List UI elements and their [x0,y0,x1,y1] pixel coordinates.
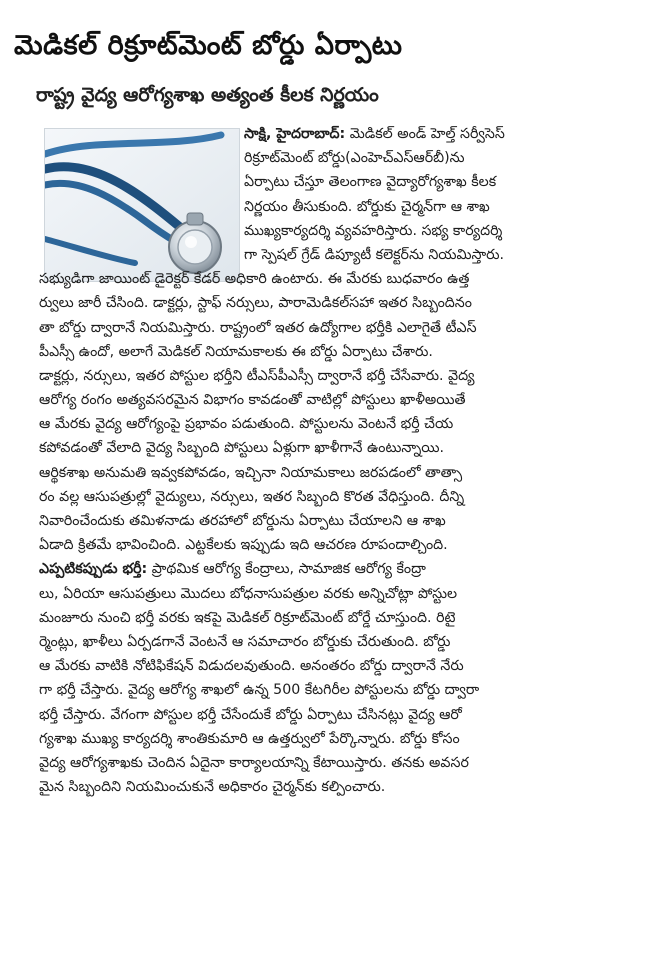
dateline: సాక్షి, హైదరాబాద్: [244,126,346,142]
article-body [39,122,651,799]
article-line: ఆ మేరకు వాటికి నోటిఫికేషన్ విడుదలవుతుంది. అనంతరం బోర్డు ద్వారానే నేరు [39,658,464,675]
article-line-text: మెడికల్ అండ్ హెల్త్ సర్వీసెస్ [349,126,505,142]
subheadline: రాష్ట్ర వైద్య ఆరోగ్యశాఖ అత్యంత కీలక నిర్ణయం [36,84,379,106]
article-line: తా బోర్డు ద్వారానే నియమిస్తారు. రాష్ట్రంలో ఇతర ఉద్యోగాల భర్తీకి ఎలాగైతే టీఎస్ [39,319,477,336]
article-line: ఆరోగ్య రంగం అత్యవసరమైన విభాగం కావడంతో వాటిల్లో పోస్టులు ఖాళీఅయితే [39,392,466,409]
article-line: డాక్టర్లు, నర్సులు, ఇతర పోస్టుల భర్తీని టీఎస్‌పీఎస్సీ ద్వారానే భర్తీ చేసేవారు. వైద్య [39,367,475,384]
article-line: ర్మెంట్లు, ఖాళీలు ఏర్పడగానే వెంటనే ఆ సమాచారం బోర్డుకు చేరుతుంది. బోర్డు [39,633,451,650]
article-line: ఆర్థికశాఖ అనుమతి ఇవ్వకపోవడం, ఇచ్చినా నియామకాలు జరపడంలో తాత్సా [39,464,463,481]
article-line: మంజూరు నుంచి భర్తీ వరకు ఇకపై మెడికల్ రిక్రూట్‌మెంట్ బోర్డే చూస్తుంది. రిటై [39,609,456,626]
top-cut-headline-fragment [0,0,657,12]
article-line: గా భర్తీ చేస్తారు. వైద్య ఆరోగ్య శాఖలో ఉన్న 500 కేటగిరీల పోస్టులను బోర్డు ద్వారా [39,682,480,699]
article-line: కపోవడంతో వేలాది వైద్య సిబ్బంది పోస్టులు ఏళ్లుగా ఖాళీగానే ఉంటున్నాయి. [39,440,445,457]
article-line [39,122,651,146]
article-line: ఏర్పాటు చేస్తూ తెలంగాణ వైద్యారోగ్యశాఖ కీలక [244,174,497,191]
article-line: ర్వులు జారీ చేసింది. డాక్టర్లు, స్టాఫ్ నర్సులు, పారామెడికల్‌సహా ఇతర సిబ్బందినం [39,295,472,312]
article-line: గ్యశాఖ ముఖ్య కార్యదర్శి శాంతికుమారి ఆ ఉత్తర్వులో పేర్కొన్నారు. బోర్డు కోసం [39,730,460,747]
article-line: నివారించేందుకు తమిళనాడు తరహాలో బోర్డును ఏర్పాటు చేయాలని ఆ శాఖ [39,513,446,529]
article-line: వైద్య ఆరోగ్యశాఖకు చెందిన ఏదైనా కార్యాలయాన్ని కేటాయిస్తారు. తనకు అవసర [39,754,469,771]
article-line: లు, ఏరియా ఆసుపత్రులు మొదలు బోధనాసుపత్రుల వరకు అన్నిచోట్లా పోస్టుల [39,585,458,602]
article-line: రం వల్ల ఆసుపత్రుల్లో వైద్యులు, నర్సులు, ఇతర సిబ్బంది కొరత వేధిస్తుంది. దీన్ని [39,488,465,505]
bottom-cut-headline-fragment [14,932,654,960]
article-line: పీఎస్సీ ఉందో, అలాగే మెడికల్ నియామకాలకు ఈ బోర్డు ఏర్పాటు చేశారు. [39,343,433,360]
article-line-text: ప్రాథమిక ఆరోగ్య కేంద్రాలు, సామాజిక ఆరోగ్య కేంద్రా [151,561,426,578]
article-line: ముఖ్యకార్యదర్శి వ్యవహరిస్తారు. సభ్య కార్యదర్శి [244,222,503,239]
article-line: రిక్రూట్‌మెంట్ బోర్డు(ఎంహెచ్‌ఎస్‌ఆర్‌బీ)ను [244,150,465,167]
article-line [39,557,651,581]
article-line: గా స్పెషల్ గ్రేడ్ డిప్యూటీ కలెక్టర్‌ను నియమిస్తారు. [244,246,505,263]
article-line: ఆ మేరకు వైద్య ఆరోగ్యంపై ప్రభావం పడుతుంది. పోస్టులను వెంటనే భర్తీ చేయ [39,416,454,433]
article-line: భర్తీ చేస్తారు. వేగంగా పోస్టుల భర్తీ చేసేందుకే బోర్డు ఏర్పాటు చేసినట్లు వైద్య ఆరో [39,706,462,723]
article-line: ఏడాది క్రితమే భావించింది. ఎట్టకేలకు ఇప్పుడు ఇది ఆచరణ రూపందాల్చింది. [39,537,448,554]
section-subhead: ఎప్పటికప్పుడు భర్తీ: [39,561,148,578]
article-line: సభ్యుడిగా జాయింట్ డైరెక్టర్ కేడర్ అధికారి ఉంటారు. ఈ మేరకు బుధవారం ఉత్త [39,271,470,288]
headline: మెడికల్ రిక్రూట్‌మెంట్ బోర్డు ఏర్పాటు [14,30,403,61]
article-line: నిర్ణయం తీసుకుంది. బోర్డుకు చైర్మన్‌గా ఆ శాఖ [244,198,490,215]
article-line: మైన సిబ్బందిని నియమించుకునే అధికారం చైర్మన్‌కు కల్పించారు. [39,779,386,796]
